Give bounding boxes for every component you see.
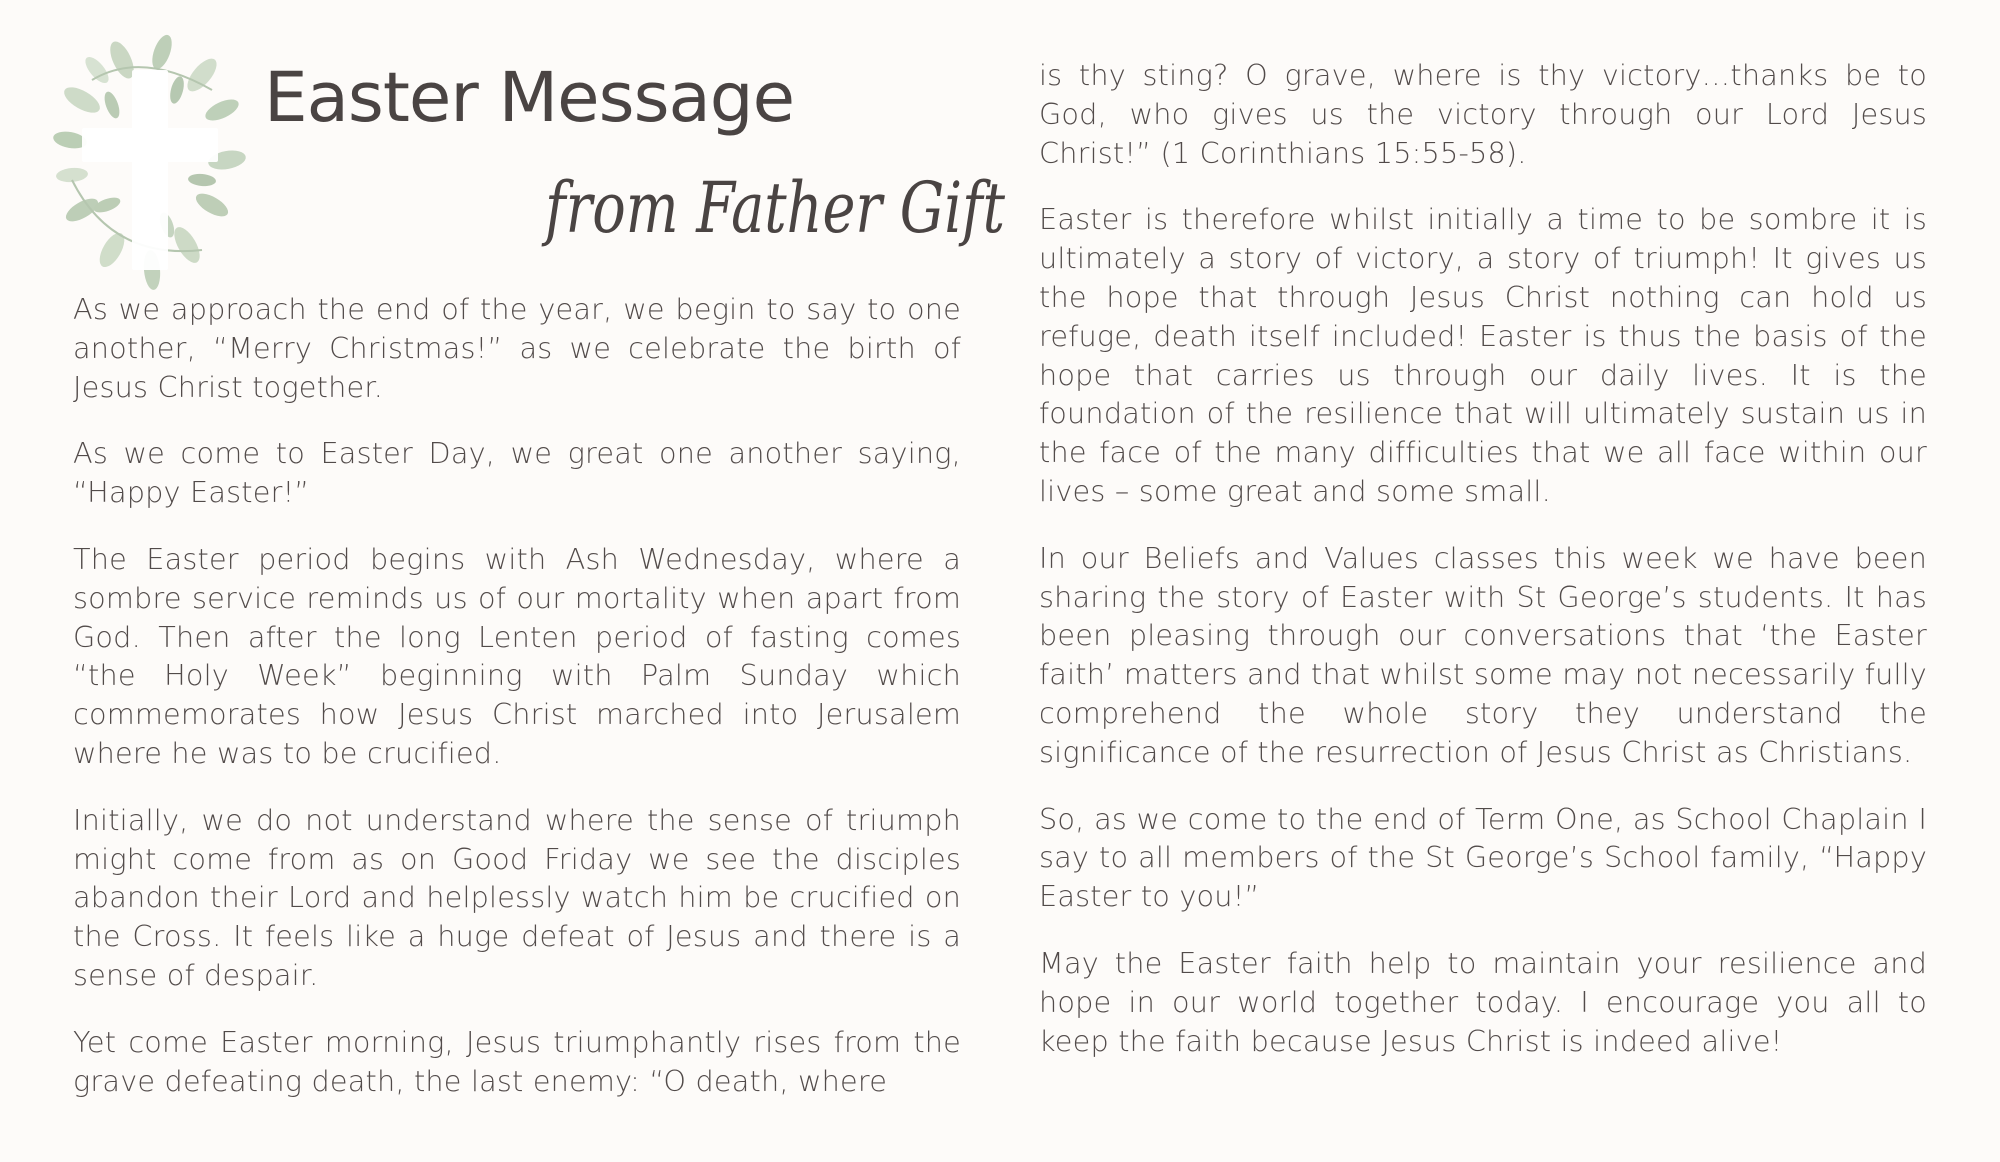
paragraph: May the Easter faith help to maintain your resilience and hope in our world together today. I encourage you all to keep the faith because Jesus Christ is indeed alive! [1039, 945, 1927, 1058]
subtitle-signature [541, 140, 1015, 270]
paragraph: As we come to Easter Day, we great one another saying, “Happy Easter!” [73, 436, 961, 510]
paragraph: Initially, we do not understand where the sense of triumph might come from as on Good Friday we see the disciples abandon their Lord and helplessly watch him be crucified on the Cross. It feels like a huge defeat of Jesus and there is a sense of despair. [73, 802, 961, 992]
cross-with-leaves-icon [52, 30, 252, 300]
left-column [73, 290, 961, 1128]
subtitle-text: from Father Gift [541, 167, 1006, 249]
paragraph: Easter is therefore whilst initially a time to be sombre it is ultimately a story of victory, a story of triumph! It gives us the hope that through Jesus Christ nothing can hold us refuge, death itself included! Easter is thus the basis of the hope that carries us through our daily lives. It is the foundation of the resilience that will ultimately sustain us in the face of the many difficulties that we all face within our lives – some great and some small. [1039, 202, 1927, 508]
paragraph: In our Beliefs and Values classes this week we have been sharing the story of Easter with St George’s students. It has been pleasing through our conversations that ‘the Easter faith’ matters and that whilst some may not necessarily fully comprehend the whole story they understand the significance of the resurrection of Jesus Christ as Christians. [1039, 540, 1927, 769]
right-column [1039, 56, 1927, 1088]
paragraph: The Easter period begins with Ash Wednesday, where a sombre service reminds us of our mortality when apart from God. Then after the long Lenten period of fasting comes “the Holy Week” beginning with Palm Sunday which commemorates how Jesus Christ marched into Jerusalem where he was to be crucified. [73, 541, 961, 770]
paragraph: So, as we come to the end of Term One, as School Chaplain I say to all members of the St George’s School family, “Happy Easter to you!” [1039, 801, 1927, 914]
page-title: Easter Message [264, 58, 795, 138]
paragraph: is thy sting? O grave, where is thy victory…thanks be to God, who gives us the victory through our Lord Jesus Christ!” (1 Corinthians 15:55-58). [1039, 58, 1927, 170]
paragraph: As we approach the end of the year, we begin to say to one another, “Merry Christmas!” as we celebrate the birth of Jesus Christ together. [73, 292, 961, 404]
paragraph: Yet come Easter morning, Jesus triumphantly rises from the grave defeating death, the last enemy: “O death, where [73, 1024, 961, 1098]
